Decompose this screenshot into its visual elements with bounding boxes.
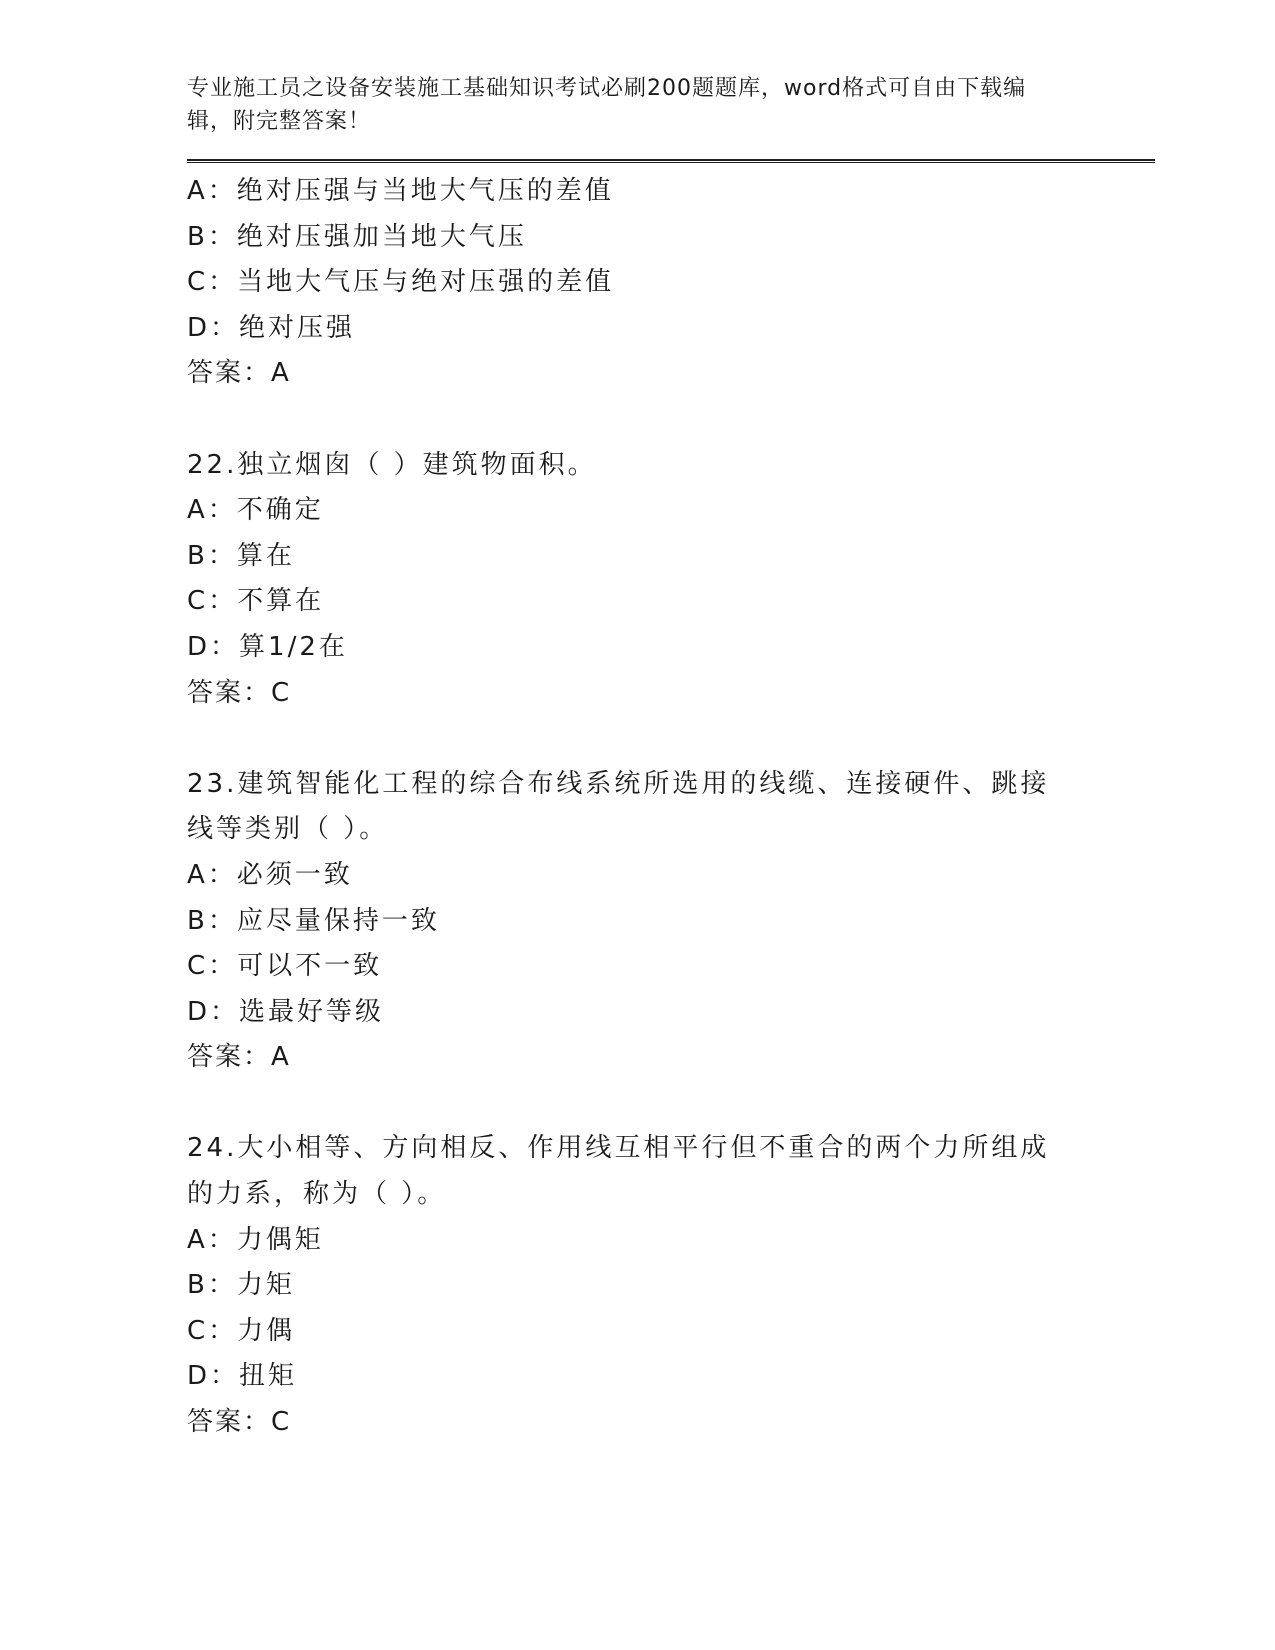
option-b: B：算在	[187, 540, 295, 571]
question-stem: 24.大小相等、方向相反、作用线互相平行但不重合的两个力所组成的力系，称为（ ）。	[187, 1133, 1050, 1210]
option-d: D：绝对压强	[187, 312, 356, 343]
document-header: 专业施工员之设备安装施工基础知识考试必刷200题题库，word格式可自由下载编辑，附完整答案！	[187, 76, 1027, 134]
option-c: C：力偶	[187, 1315, 296, 1346]
document-page	[187, 72, 1147, 1446]
question-block-23	[187, 762, 1147, 1081]
option-a: A：绝对压强与当地大气压的差值	[187, 176, 614, 206]
option-a: A：力偶矩	[187, 1224, 324, 1255]
option-c: C：不算在	[187, 586, 325, 617]
question-block-22	[187, 443, 1147, 717]
option-a: A：必须一致	[187, 859, 353, 890]
question-stem: 23.建筑智能化工程的综合布线系统所选用的线缆、连接硬件、跳接线等类别（ ）。	[187, 768, 1050, 845]
option-c: C：可以不一致	[187, 951, 383, 982]
option-b: B：力矩	[187, 1270, 295, 1301]
question-block-21	[187, 169, 1147, 397]
option-d: D：算1/2在	[187, 631, 348, 662]
answer-text: 答案：A	[187, 358, 291, 389]
option-b: B：应尽量保持一致	[187, 905, 440, 936]
spacer	[187, 716, 1147, 762]
spacer	[187, 1081, 1147, 1127]
option-b: B：绝对压强加当地大气压	[187, 221, 527, 252]
header-divider	[187, 159, 1155, 163]
question-block-24	[187, 1126, 1147, 1445]
option-c: C：当地大气压与绝对压强的差值	[187, 267, 615, 298]
question-stem: 22.独立烟囱（ ）建筑物面积。	[187, 449, 597, 480]
option-a: A：不确定	[187, 495, 324, 526]
answer-text: 答案：C	[187, 677, 292, 708]
option-d: D：选最好等级	[187, 996, 385, 1027]
question-list	[187, 169, 1147, 1446]
answer-text: 答案：A	[187, 1042, 291, 1073]
spacer	[187, 397, 1147, 443]
answer-text: 答案：C	[187, 1407, 292, 1438]
option-d: D：扭矩	[187, 1361, 298, 1392]
